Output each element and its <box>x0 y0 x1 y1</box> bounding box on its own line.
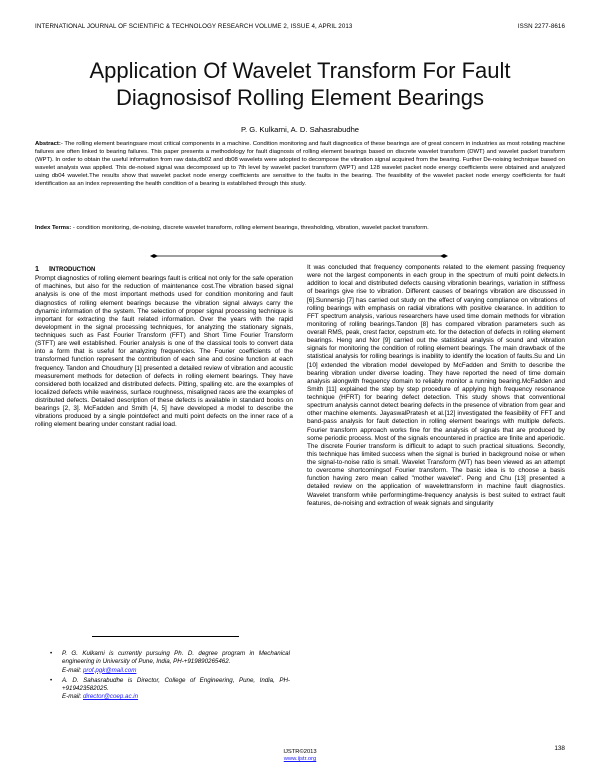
footnote-item <box>50 650 290 675</box>
footnote-text: P. G. Kulkarni is currently pursuing Ph. D. degree program in Mechanical engineering in University of Pune, India, PH-+919890265462. <box>62 650 290 666</box>
journal-url[interactable]: www.ijstr.org <box>283 756 317 762</box>
abstract <box>35 141 565 188</box>
email-link[interactable]: director@coep.ac.in <box>82 693 139 701</box>
index-terms-text: - condition monitoring, de-noising, discrete wavelet transform, rolling element bearings, thresholding, vibration, wavelet packet transform. <box>71 225 429 231</box>
title-line-2: Diagnosisof Rolling Element Bearings <box>115 85 485 110</box>
intro-paragraph-right: It was concluded that frequency components related to the element passing frequency were not the largest components in each group in the spectrum of multi point defects.In addition to local and distributed defects causing vibrationin bearings, variation in stiffness of bearings give rise to vibration. Different causes of bearings vibration are discussed in [6].Sunnersjo [7] has carried out study on the effect of varying compliance on vibrations of rolling bearings with emphasis on radial vibrations with positive clearance. In addition to FFT spectrum analysis, various researchers have used time domain methods for vibration monitoring of rolling bearings.Tandon [8] has compared vibration parameters such as overall RMS, peak, crest factor, cepstrum etc. for the detection of defects in rolling element bearings. Heng and Nor [9] carried out the statistical analysis of sound and vibration signals for monitoring the condition of rolling element bearings. The main drawback of the statistical analysis for rolling bearings is inability to identify the location of faults.Su and Lin [10] extended the vibration model developed by McFadden and Smith to describe the bearing vibration under diverse loading. They have reported the need of time domain analysis alongwith frequency domain to reliably monitor a running bearing.McFadden and Smith [11] explained the step by step procedure of applying high frequency resonance technique (HFRT) for bearing defect detection. This study shows that conventional spectrum analysis cannot detect bearing defects in the presence of vibration from gear and other machine elements. JayaswalPratesh et al.[12] investigated the feasibility of FFT and band-pass analysis for fault detection in rolling element bearings with multiple defects. Fourier transform approach works fine for the analysis of signals that are produced by some periodic process. Most of the signals encountered in practice are finite and aperiodic. The discrete Fourier transform is difficult to adapt to such practical situations. Secondly, this technique has limited success when the signal is buried in background noise or when the signal-to-noise ratio is small. Wavelet Transform (WT) has been viewed as an attempt to overcome shortcomingsof Fourier transform. The basic idea is to choose a basis function having zero mean called "mother wavelet". Peng and Chu [13] presented a detailed review on the application of wavelettransform in machine fault diagnostics. Wavelet transform while performingtime-frequency analysis is best suited to extract fault features, de-noising and extraction of weak signals and singularity <box>307 264 565 507</box>
email-link[interactable]: prof.pgk@mail.com <box>82 666 137 674</box>
email-label: E-mail: <box>62 693 83 701</box>
index-terms-label: Index Terms: <box>35 225 72 231</box>
footnotes <box>50 650 290 704</box>
footnote-rule <box>92 636 239 637</box>
section-heading <box>35 265 293 274</box>
right-column <box>307 264 565 508</box>
footnote-text: A. D. Sahasrabudhe is Director, College of Engineering, Pune, India, PH-+919423582025. <box>62 676 290 693</box>
authors: P. G. Kulkarni, A. D. Sahasrabudhe <box>240 125 360 134</box>
paper-title <box>40 57 560 111</box>
footnote-item <box>50 677 290 702</box>
section-title-initial: I <box>49 264 51 273</box>
abstract-label: Abstract: <box>35 141 61 147</box>
section-number: 1 <box>35 264 39 273</box>
journal-name: INTERNATIONAL JOURNAL OF SCIENTIFIC & TECHNOLOGY RESEARCH VOLUME 2, ISSUE 4, APRIL 2013 <box>35 23 353 30</box>
page-footer <box>0 749 600 763</box>
intro-paragraph-left: Prompt diagnostics of rolling element bearings fault is critical not only for the safe operation of machines, but also for the reduction of maintenance cost.The vibration based signal analysis is one of the most important methods used for condition monitoring and fault diagnostics of rolling element bearings because the vibration signal always carry the dynamic information of the system. The selection of proper signal processing technique is important for extracting the fault related information. Over the years with the rapid development in the signal processing techniques, for analyzing the stationary signals, techniques such as Fast Fourier Transform (FFT) and Short Time Fourier Transform (STFT) are well established. Fourier analysis is one of the classical tools to convert data into a form that is useful for analyzing frequencies. The Fourier coefficients of the transformed function represent the contribution of each sine and cosine function at each frequency. Tandon and Choudhury [1] presented a detailed review of vibration and acoustic measurement methods for detection of defects in rolling element bearings. They have considered both localized and distributed defects. Pitting, spalling etc. are the examples of localized defects while waviness, surface roughness, misaligned races are the examples of distributed defects. Detailed description of these defects is available in standard books on bearings [2, 3]. McFadden and Smith [4, 5] have developed a model to describe the vibrations produced by a single pointdefect and multi point defects on the inner race of a rolling element bearing under constant radial load. <box>35 275 293 429</box>
email-label: E-mail: <box>62 666 83 674</box>
issn: ISSN 2277-8616 <box>517 23 565 30</box>
page-number: 138 <box>554 745 565 752</box>
section-title-rest: NTRODUCTION <box>51 267 96 273</box>
title-line-1: Application Of Wavelet Transform For Fault <box>89 58 511 83</box>
bullet-icon: • <box>50 676 53 684</box>
section-divider <box>150 250 448 262</box>
left-column <box>35 265 293 430</box>
bullet-icon: • <box>50 650 53 657</box>
copyright: IJSTR©2013 <box>283 749 317 755</box>
abstract-text: - The rolling element bearingsare most critical components in a machine. Condition monitoring and fault diagnostics of these bearings are of great concern in industries as most rotating machine failures are often linked to bearing failures. This paper presents a methodology for fault diagnosis of rolling element bearings based on discrete wavelet transform (DWT) and wavelet packet transform (WPT). In order to obtain the useful information from raw data,db02 and db08 wavelets were adopted to decompose the vibration signal acquired from the bearing. Further De-noising technique based on wavelet analysis was applied. This de-noised signal was decomposed up to 7th level by wavelet packet transform (WPT) and 128 wavelet packet node energy coefficients were obtained and analyzed using db04 wavelet.The results show that wavelet packet node energy coefficients are sensitive to the faults in the bearing. The feasibility of the wavelet packet node energy coefficients for fault identification as an index representing the health condition of a bearing is established through this study. <box>35 141 565 187</box>
index-terms <box>35 225 565 233</box>
